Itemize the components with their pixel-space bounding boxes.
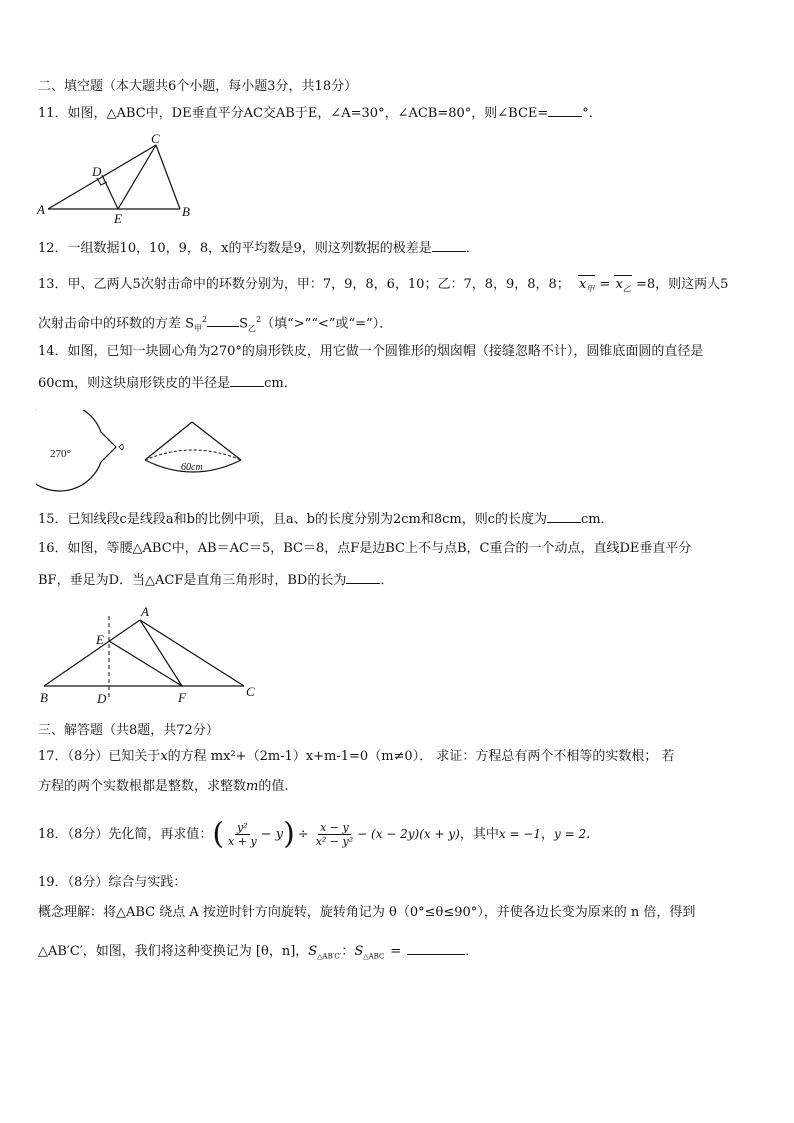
q19-line2: △AB′C′，如图，我们将这种变换记为 [θ，n]， bbox=[38, 944, 309, 959]
q16-line2: BF，垂足为D．当△ACF是直角三角形时，BD的长为 bbox=[38, 573, 347, 588]
section3-header: 三、解答题（共8题，共72分） bbox=[38, 723, 219, 738]
q18-end: . bbox=[586, 827, 591, 842]
q18-minus-y: − y bbox=[260, 827, 284, 842]
answer-blank bbox=[207, 314, 239, 327]
question-13-line1 bbox=[38, 275, 728, 299]
q18-yval: y = 2 bbox=[554, 827, 587, 841]
q14-line2-tail: cm． bbox=[264, 376, 297, 391]
label-f: F bbox=[178, 690, 186, 705]
sup-2: 2 bbox=[202, 315, 208, 324]
question-17-line1 bbox=[38, 748, 674, 766]
q18-xval: x = −1 bbox=[498, 827, 541, 841]
s2: S bbox=[354, 944, 364, 959]
question-19-line1: 概念理解：将△ABC 绕点 A 按逆时针方向旋转，旋转角记为 θ（0°≤θ≤90°），并使各边长变为原来的 n 倍，得到 bbox=[38, 905, 696, 920]
label-d: D bbox=[97, 691, 107, 706]
q17-line2-a: 方程的两个实数根都是整数，求整数 bbox=[38, 779, 247, 794]
answer-blank bbox=[230, 374, 264, 387]
question-17-line2 bbox=[38, 778, 288, 796]
q13-line1-tail: =8，则这两人5 bbox=[635, 277, 729, 292]
label-c: C bbox=[246, 684, 255, 699]
sector-angle-label: 270° bbox=[50, 448, 71, 460]
question-19-line2 bbox=[38, 942, 478, 966]
question-14-line1: 14．如图，已知一块圆心角为270°的扇形铁皮，用它做一个圆锥形的烟囱帽（接缝忽略不计），圆锥底面圆的直径是 bbox=[38, 344, 704, 359]
section2-header: 二、填空题（本大题共6个小题，每小题3分，共18分） bbox=[38, 79, 358, 94]
q14-sector-cone-figure bbox=[36, 410, 256, 502]
q17-line2-b: 的值. bbox=[258, 779, 289, 794]
left-paren: ( bbox=[212, 816, 225, 852]
q18-sep: ， bbox=[541, 827, 555, 842]
q13-line1: 13．甲、乙两人5次射击命中的环数分别为，甲：7，9，8，6，10；乙：7，8，9，8，8； bbox=[38, 277, 570, 292]
answer-blank bbox=[346, 571, 380, 584]
xbar-jia: $x_甲$ bbox=[578, 275, 595, 299]
fraction-2: $\frac{x - y}{\text{x² − y²}}$ bbox=[315, 821, 354, 848]
label-c: C bbox=[151, 131, 160, 146]
colon: ： bbox=[341, 944, 355, 959]
answer-blank bbox=[407, 942, 465, 955]
label-e: E bbox=[114, 211, 122, 226]
fraction-1: $\frac{\text{y²}}{x + y}$ bbox=[228, 821, 257, 848]
question-14-line2 bbox=[38, 374, 297, 393]
div-sign: ÷ bbox=[297, 827, 309, 842]
q15-text: 15．已知线段c是线段a和b的比例中项，且a、b的长度分别为2cm和8cm，则c的长度为 bbox=[38, 512, 548, 527]
sub-yi: 乙 bbox=[248, 323, 257, 333]
q11-text: 11．如图，△ABC中，DE垂直平分AC交AB于E，∠A=30°，∠ACB=80°，则∠BCE= bbox=[38, 106, 549, 121]
answer-blank bbox=[432, 239, 466, 252]
q13-line2-a: 次射击命中的环数的方差 S bbox=[38, 316, 195, 332]
question-19-title: 19．（8分）综合与实践： bbox=[38, 875, 187, 890]
q11-triangle-figure bbox=[34, 130, 204, 226]
eq: = bbox=[390, 944, 402, 959]
q13-eq: = bbox=[599, 277, 611, 292]
q16-isosceles-figure bbox=[34, 600, 270, 710]
question-12 bbox=[38, 239, 479, 258]
label-a: A bbox=[37, 202, 45, 217]
answer-blank bbox=[548, 104, 582, 117]
s1-sub: △AB′C′ bbox=[317, 952, 342, 961]
s2-sub: △ABC bbox=[363, 952, 385, 961]
q13-line2-c: （填“>”“<”或“=”）． bbox=[261, 316, 393, 332]
q15-tail: cm． bbox=[581, 512, 614, 527]
question-11 bbox=[38, 104, 602, 123]
q16-line2-tail: ． bbox=[380, 573, 394, 588]
label-d: D bbox=[92, 164, 102, 179]
q12-text: 12．一组数据10，10，9，8，x的平均数是9，则这列数据的极差是 bbox=[38, 241, 432, 256]
q14-line2: 60cm，则这块扇形铁皮的半径是 bbox=[38, 376, 231, 391]
q11-tail: °． bbox=[582, 106, 602, 121]
q13-line2-b: S bbox=[239, 316, 249, 332]
s1: S bbox=[308, 944, 318, 959]
question-13-line2 bbox=[38, 311, 392, 338]
q18-prefix: 18．（8分）先化简，再求值： bbox=[38, 827, 213, 842]
q17-line1-a: 17．（8分）已知关于 bbox=[38, 749, 161, 764]
label-e: E bbox=[96, 632, 104, 647]
q12-tail: ． bbox=[465, 241, 479, 256]
question-16-line2 bbox=[38, 571, 393, 590]
q18-rest: − (x − 2y)(x + y) bbox=[357, 827, 460, 841]
sub-jia: 甲 bbox=[194, 323, 203, 333]
q19-tail: ． bbox=[465, 944, 479, 959]
sup-2b: 2 bbox=[256, 315, 262, 324]
xbar-yi: $x_乙$ bbox=[614, 275, 631, 299]
var-m: m bbox=[246, 779, 259, 794]
right-paren: ) bbox=[283, 816, 295, 852]
question-16-line1: 16．如图，等腰△ABC中，AB＝AC＝5，BC＝8，点F是边BC上不与点B，C重合的一个动点，直线DE垂直平分 bbox=[38, 541, 692, 556]
question-18 bbox=[38, 812, 590, 856]
label-b: B bbox=[182, 204, 190, 219]
q17-line1-b: 的方程 mx²+（2m-1）x+m-1=0（m≠0）． 求证：方程总有两个不相等的实数根； 若 bbox=[167, 749, 675, 764]
var-x: x bbox=[160, 749, 168, 764]
q18-where: ，其中 bbox=[459, 827, 499, 842]
label-b: B bbox=[40, 690, 48, 705]
answer-blank bbox=[547, 510, 581, 523]
question-15 bbox=[38, 510, 614, 529]
label-a: A bbox=[141, 604, 149, 619]
cone-diameter-label: 60cm bbox=[181, 462, 203, 473]
